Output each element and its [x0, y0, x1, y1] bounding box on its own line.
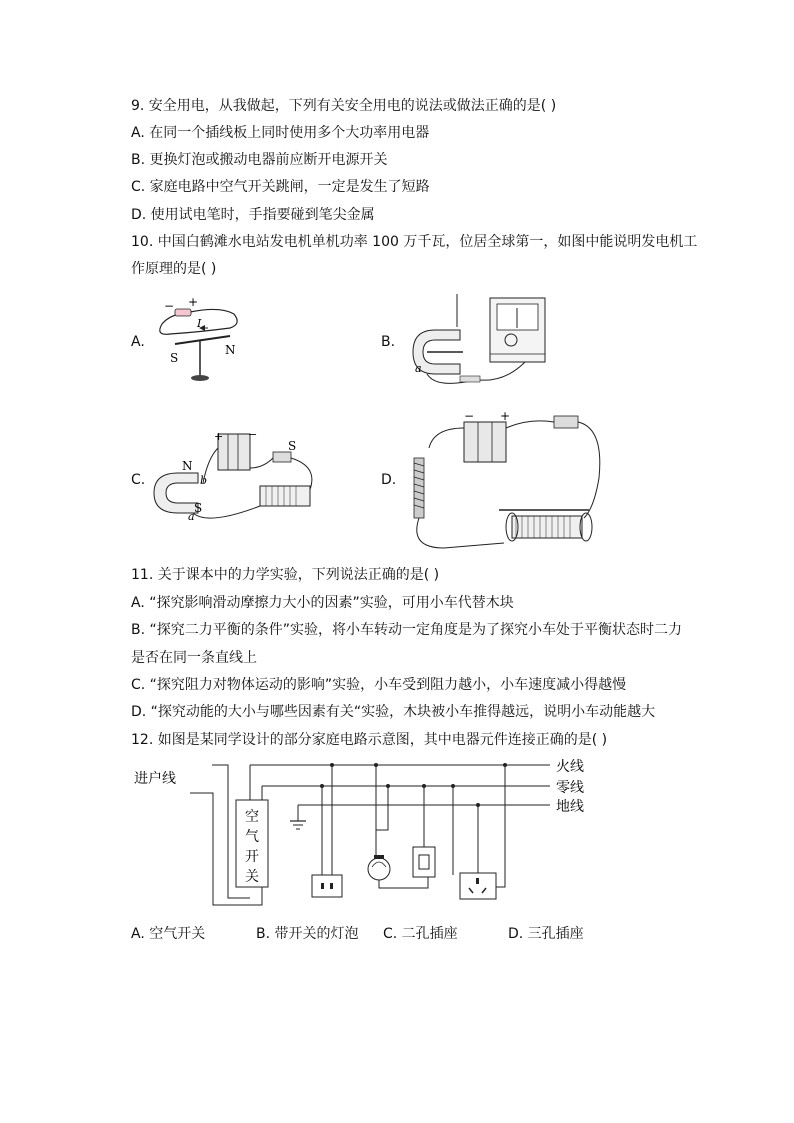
svg-text:开: 开: [245, 849, 259, 865]
switch-icon: [460, 376, 480, 382]
q12-circuit-diagram: [128, 755, 598, 920]
svg-text:+: +: [188, 296, 199, 309]
q12-option-c: C. 二孔插座: [383, 926, 458, 942]
svg-text:进户线: 进户线: [134, 771, 176, 787]
q10-stem-line1: 10. 中国白鹤滩水电站发电机单机功率 100 万千瓦，位居全球第一，如图中能说明发电机工: [131, 234, 698, 250]
two-hole-socket-icon: [312, 875, 342, 897]
q12-option-d: D. 三孔插座: [508, 926, 584, 942]
q9-option-d: D. 使用试电笔时，手指要碰到笔尖金属: [131, 207, 375, 223]
svg-text:−: −: [164, 299, 175, 313]
q10-option-c-label: C.: [131, 472, 146, 488]
battery-icon: [464, 422, 506, 462]
svg-text:I: I: [197, 317, 202, 330]
svg-text:N: N: [182, 459, 193, 473]
q11-option-a: A. “探究影响滑动摩擦力大小的因素”实验，可用小车代替木块: [131, 595, 514, 611]
svg-text:−: −: [248, 428, 258, 441]
svg-text:a: a: [188, 510, 195, 523]
q11-option-b-line2: 是否在同一条直线上: [131, 650, 257, 666]
svg-text:S: S: [170, 351, 179, 365]
svg-text:地线: 地线: [556, 799, 584, 815]
q10-figure-d: [404, 408, 604, 558]
svg-text:S: S: [194, 501, 203, 515]
switch-icon: [273, 452, 291, 462]
battery-icon: [175, 309, 191, 316]
compass-needle-icon: [175, 336, 230, 344]
q11-option-c: C. “探究阻力对物体运动的影响”实验，小车受到阻力越小，小车速度减小得越慢: [131, 677, 627, 693]
switch-icon: [413, 847, 435, 877]
svg-text:−: −: [464, 409, 475, 423]
q9-option-c: C. 家庭电路中空气开关跳闸，一定是发生了短路: [131, 179, 430, 195]
q11-option-b-line1: B. “探究二力平衡的条件”实验，将小车转动一定角度是为了探究小车处于平衡状态时二力: [131, 622, 683, 638]
q10-option-d-label: D.: [381, 472, 397, 488]
svg-text:关: 关: [245, 869, 259, 885]
q10-figure-c: [148, 428, 318, 528]
q10-figure-a: [150, 296, 245, 386]
q12-option-a: A. 空气开关: [131, 926, 206, 942]
svg-text:N: N: [225, 343, 236, 357]
svg-text:+: +: [214, 430, 224, 443]
q10-stem-line2: 作原理的是( ): [131, 261, 217, 277]
q9-stem: 9. 安全用电，从我做起，下列有关安全用电的说法或做法正确的是( ): [131, 98, 557, 114]
svg-text:S: S: [288, 439, 297, 453]
three-hole-socket-icon: [460, 873, 496, 899]
q12-stem: 12. 如图是某同学设计的部分家庭电路示意图，其中电器元件连接正确的是( ): [131, 732, 608, 748]
q11-stem: 11. 关于课本中的力学实验，下列说法正确的是( ): [131, 567, 440, 583]
svg-text:b: b: [200, 474, 208, 487]
q10-figure-b: [405, 292, 555, 392]
svg-text:零线: 零线: [556, 780, 584, 796]
light-bulb-icon: [368, 858, 390, 880]
svg-text:空: 空: [245, 809, 259, 825]
q11-option-d: D. “探究动能的大小与哪些因素有关“实验，木块被小车推得越远，说明小车动能越大: [131, 704, 656, 720]
svg-text:+: +: [500, 409, 511, 423]
svg-text:气: 气: [245, 829, 259, 845]
rheostat-icon: [512, 516, 582, 538]
switch-icon: [554, 416, 578, 428]
q9-option-a: A. 在同一个插线板上同时使用多个大功率用电器: [131, 125, 430, 141]
q12-option-b: B. 带开关的灯泡: [256, 926, 359, 942]
svg-text:火线: 火线: [556, 759, 584, 775]
rheostat-icon: [260, 486, 310, 506]
electromagnet-icon: [414, 458, 424, 518]
q10-option-b-label: B.: [381, 334, 396, 350]
q9-option-b: B. 更换灯泡或搬动电器前应断开电源开关: [131, 152, 388, 168]
svg-text:a: a: [415, 362, 422, 375]
q10-option-a-label: A.: [131, 334, 145, 350]
